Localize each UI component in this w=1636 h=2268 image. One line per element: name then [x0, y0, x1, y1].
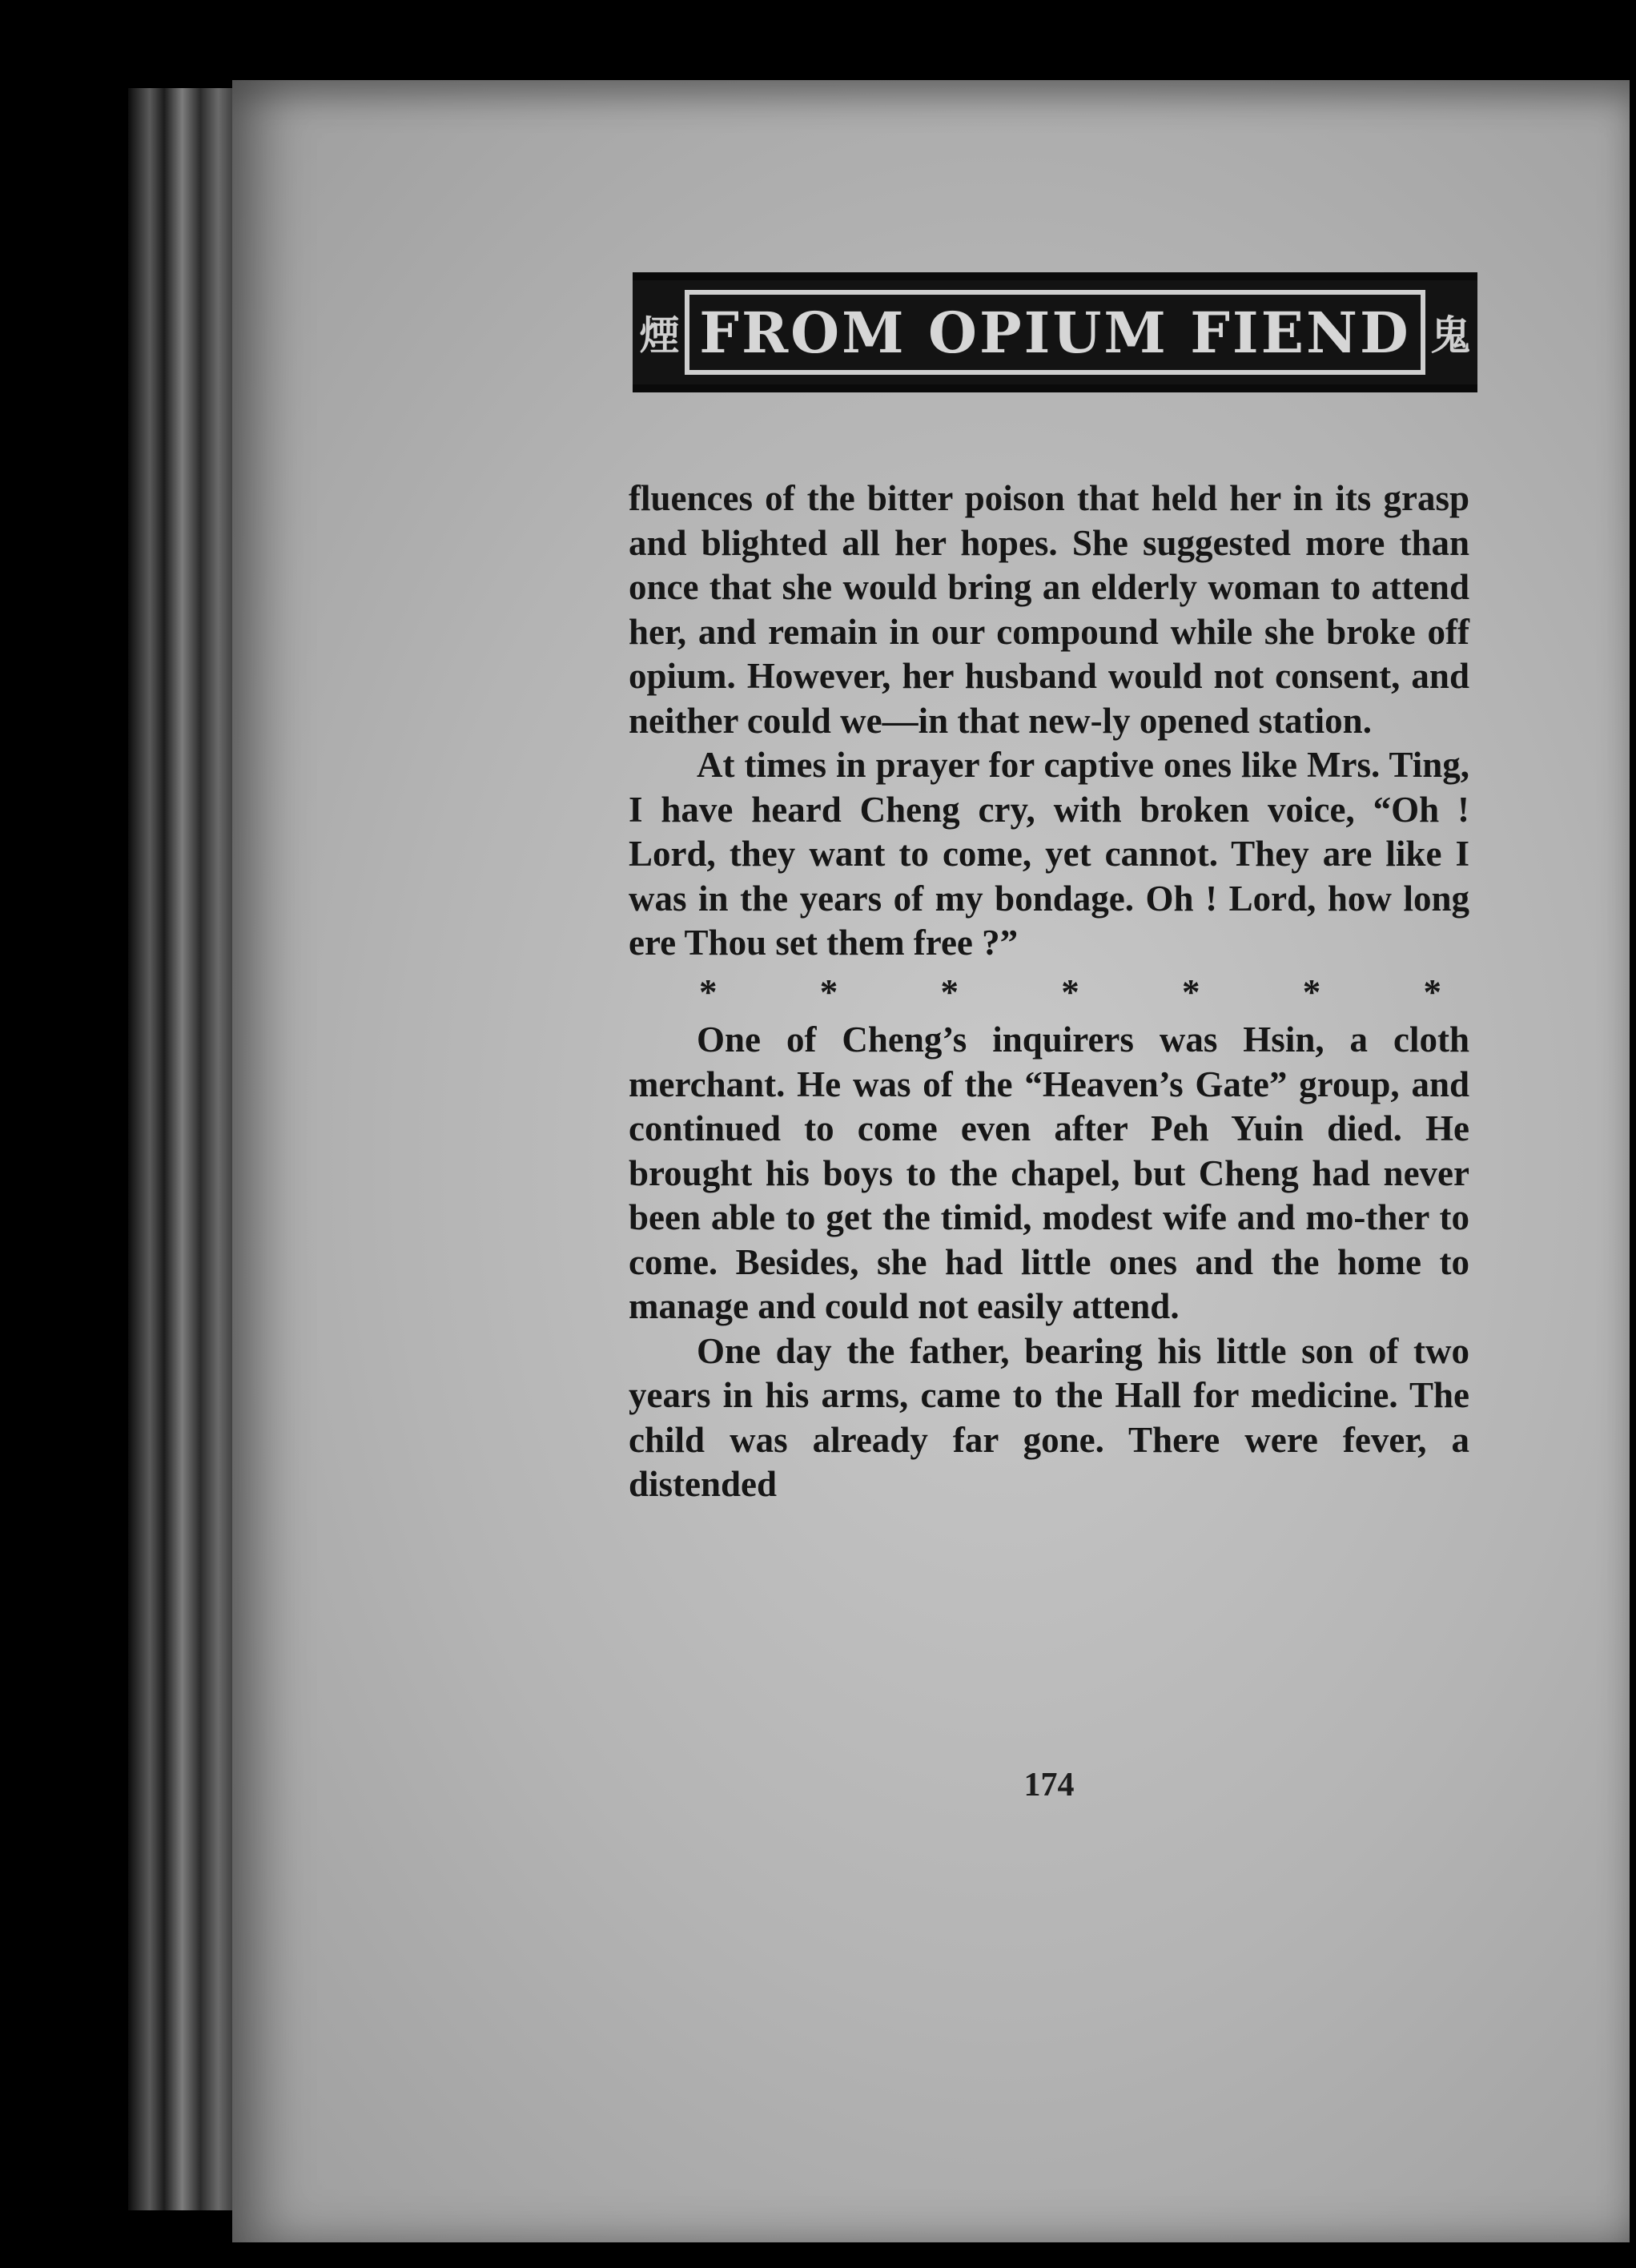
separator-asterisk: * [1061, 971, 1079, 1012]
separator-asterisk: * [1182, 971, 1200, 1012]
paragraph-continued: fluences of the bitter poison that held her in its grasp and blighted all her hopes. She suggested more than once that she would bring an elderly woman to attend her, and remain in our compound while she broke off opium. However, her husband would not consent, and neither could we—in that new-ly opened station. [629, 478, 1469, 741]
separator-asterisk: * [1423, 971, 1441, 1012]
separator-asterisk: * [819, 971, 838, 1012]
page-number: 174 [1023, 1767, 1075, 1804]
left-chinese-glyph: 煙 [639, 312, 680, 359]
right-chinese-glyph: 鬼 [1430, 312, 1471, 359]
page-number-wrap [629, 1766, 1469, 1814]
paragraph: At times in prayer for captive ones like Mrs. Ting, I have heard Cheng cry, with broken voice, “Oh ! Lord, they want to come, yet cannot. They are like I was in the years of my bondage. Oh ! Lord, how long ere Thou set them free ?” [629, 745, 1469, 963]
chapter-running-title: FROM OPIUM FIEND [699, 299, 1411, 366]
separator-asterisk: * [699, 971, 718, 1012]
paragraph: One day the father, bearing his little son of two years in his arms, came to the Hall for medicine. The child was already far gone. There were fever, a distended [629, 1330, 1469, 1504]
separator-asterisk: * [1302, 971, 1321, 1012]
separator-asterisk: * [940, 971, 959, 1012]
book-spine [128, 88, 248, 2210]
section-separator [629, 971, 1469, 1015]
book-page [232, 80, 1630, 2242]
body-text [629, 477, 1469, 1507]
chapter-header-banner [633, 272, 1477, 392]
paragraph: One of Cheng’s inquirers was Hsin, a cloth merchant. He was of the “Heaven’s Gate” group, and continued to come even after Peh Yuin died. He brought his boys to the chapel, but Cheng had never been able to get the timid, modest wife and mo-ther to come. Besides, she had little ones and the home to manage and could not easily attend. [629, 1019, 1469, 1326]
banner-frame [685, 290, 1425, 375]
